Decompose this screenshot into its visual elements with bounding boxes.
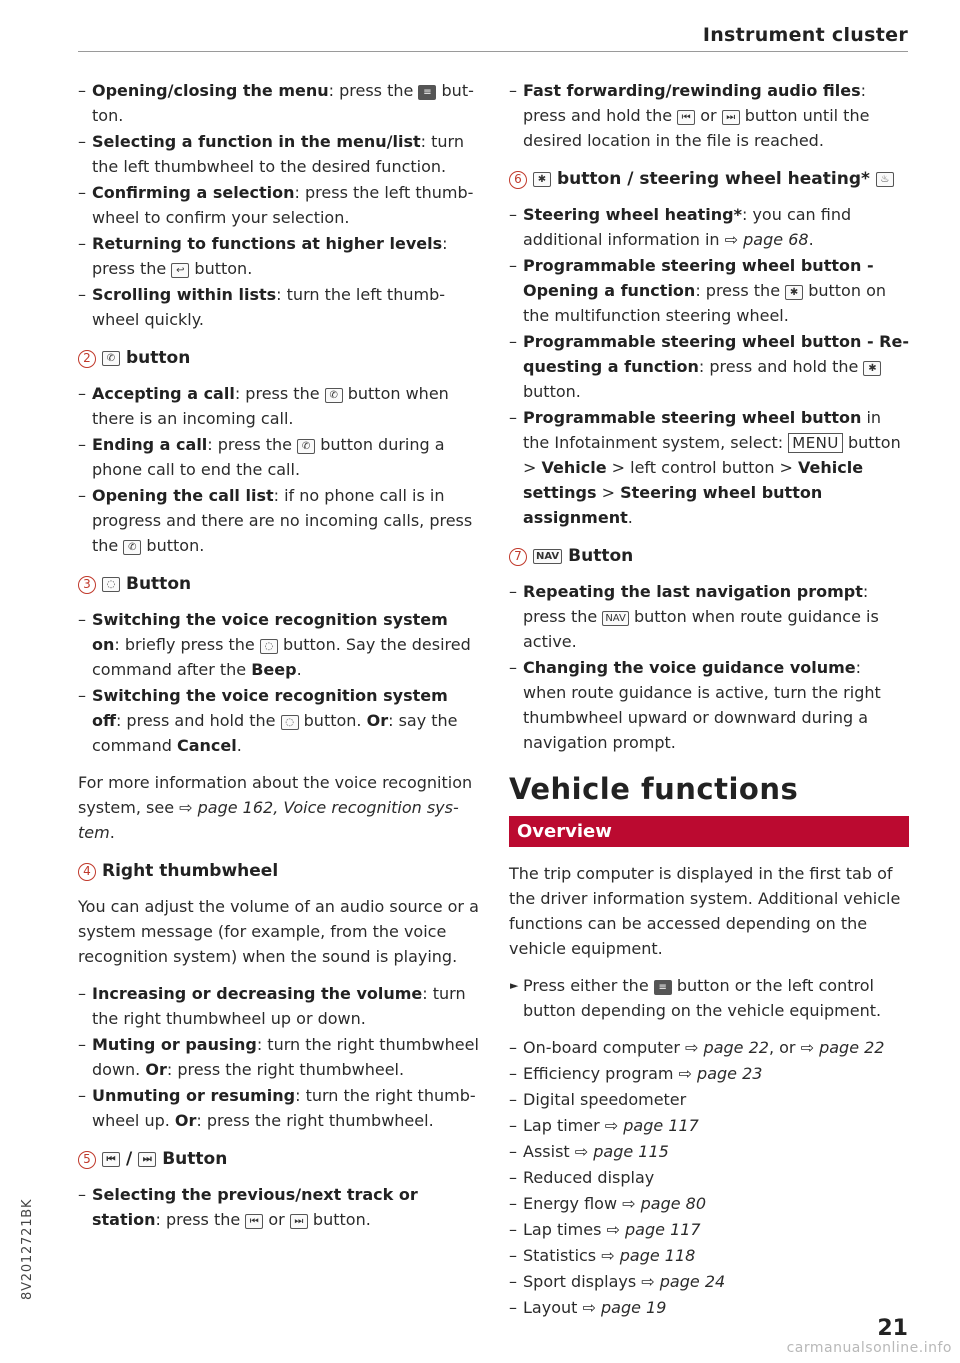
callout-number: 6 [509,171,527,189]
list-item: – Programmable steering wheel button - Opening a function: press the ✱ button on the multifunction steering wheel. [509,256,886,325]
nav-icon: NAV [533,549,562,564]
page-reference[interactable]: ⇨ page 19 [582,1298,667,1317]
menu-button-icon: ≡ [418,85,436,100]
paragraph: The trip computer is displayed in the first tab of the driver information system. Additional vehicle functions can be accessed depending on the vehicle equipment. [509,864,901,958]
next-icon: ⏭ [290,1214,308,1229]
list-item: – Statistics ⇨ page 118 [509,1246,696,1265]
callout-number: 2 [78,350,96,368]
instruction-step: ► Press either the ≡ button or the left control button depending on the vehicle equipment. [510,976,882,1020]
previous-icon: ⏮ [245,1214,263,1229]
phone-icon: ✆ [102,351,120,366]
list-item: – Programmable steering wheel button - Requesting a function: press and hold the ✱ button. [509,332,909,401]
callout-number: 3 [78,576,96,594]
list-item: – Accepting a call: press the ✆ button when there is an incoming call. [78,384,449,428]
next-icon: ⏭ [722,110,740,125]
watermark: carmanualsonline.info [786,1340,952,1356]
next-icon: ⏭ [138,1152,156,1167]
subheading-voice-button: 3 ◌ Button [78,572,480,597]
list-item: – Repeating the last navigation prompt: press the NAV button when route guidance is active. [509,582,879,651]
list-item: – Changing the voice guidance volume: when route guidance is active, turn the right thumbwheel upward or downward during a navigation prompt. [509,658,881,752]
list-item: – Sport displays ⇨ page 24 [509,1272,726,1291]
list-item: – Digital speedometer [509,1090,687,1109]
list-item: – Energy flow ⇨ page 80 [509,1194,707,1213]
phone-icon: ✆ [325,388,343,403]
list-item: – Lap timer ⇨ page 117 [509,1116,699,1135]
page-reference[interactable]: ⇨ page 162, Voice recognition system [78,798,459,842]
subheading-track-buttons: 5 ⏮ / ⏭ Button [78,1147,480,1172]
previous-icon: ⏮ [677,110,695,125]
list-item: – Confirming a selection: press the left thumbwheel to confirm your selection. [78,183,474,227]
list-item: – Steering wheel heating*: you can find additional information in ⇨ page 68. [509,205,852,249]
voice-icon: ◌ [260,639,278,654]
header-rule [78,51,908,52]
list-item: – Reduced display [509,1168,655,1187]
star-icon: ✱ [785,285,803,300]
left-column [78,78,480,1233]
list-item: – Layout ⇨ page 19 [509,1298,667,1317]
callout-number: 5 [78,1151,96,1169]
menu-button-icon: ≡ [654,980,672,995]
callout-number: 4 [78,863,96,881]
overview-heading: Overview [509,816,909,847]
list-item: – Unmuting or resuming: turn the right thumbwheel up. Or: press the right thumbwheel. [78,1086,476,1130]
subheading-phone-button: 2 ✆ button [78,346,480,371]
list-item: – Increasing or decreasing the volume: turn the right thumbwheel up or down. [78,984,466,1028]
page-reference[interactable]: ⇨ page 80 [622,1194,707,1213]
document-code: 8V2012721BK [20,1198,35,1300]
section-title: Vehicle functions [509,772,799,806]
page-reference[interactable]: ⇨ page 22 [800,1038,885,1057]
list-item: – Selecting a function in the menu/list: turn the left thumbwheel to the desired function. [78,132,464,176]
page-number: 21 [877,1316,908,1341]
callout-number: 7 [509,548,527,566]
list-item: – Opening/closing the menu: press the ≡ button. [78,81,474,125]
list-item: – Programmable steering wheel button in the Infotainment system, select: MENU button > Vehicle > left control button > Vehicle settings > Steering wheel button assignment. [509,408,901,527]
page-reference[interactable]: ⇨ page 22 [685,1038,769,1057]
voice-icon: ◌ [102,577,120,592]
list-item: – Muting or pausing: turn the right thumbwheel down. Or: press the right thumbwheel. [78,1035,479,1079]
list-item: – Scrolling within lists: turn the left thumbwheel quickly. [78,285,446,329]
list-item: – Assist ⇨ page 115 [509,1142,669,1161]
list-item: – Opening the call list: if no phone call is in progress and there are no incoming calls, press the ✆ button. [78,486,473,555]
list-item: – Switching the voice recognition system off: press and hold the ◌ button. Or: say the command Cancel. [78,686,458,755]
star-icon: ✱ [533,172,551,187]
list-item: – Lap times ⇨ page 117 [509,1220,701,1239]
subheading-star-button: 6 ✱ button / steering wheel heating* ♨ [509,167,909,192]
page-header-title: Instrument cluster [702,24,908,46]
paragraph: For more information about the voice recognition system, see ⇨ page 162, Voice recognition system. [78,773,473,842]
phone-icon: ✆ [297,439,315,454]
list-item: – On-board computer ⇨ page 22, or ⇨ page 22 [509,1038,885,1057]
nav-icon: NAV [602,611,629,626]
list-item: – Efficiency program ⇨ page 23 [509,1064,763,1083]
page-reference[interactable]: ⇨ page 115 [574,1142,669,1161]
list-item: – Selecting the previous/next track or station: press the ⏮ or ⏭ button. [78,1185,418,1229]
subheading-right-thumbwheel: 4 Right thumbwheel [78,859,480,884]
star-icon: ✱ [863,361,881,376]
page-reference[interactable]: ⇨ page 117 [606,1220,701,1239]
menu-key: MENU [788,433,843,453]
page-reference[interactable]: ⇨ page 68 [724,230,809,249]
steering-heat-icon: ♨ [876,172,894,187]
function-list [509,1035,909,1320]
page-reference[interactable]: ⇨ page 117 [604,1116,699,1135]
paragraph: You can adjust the volume of an audio source or a system message (for example, from the voice recognition system) when the sound is playing. [78,897,479,966]
list-item: – Switching the voice recognition system on: briefly press the ◌ button. Say the desired command after the Beep. [78,610,471,679]
list-item: – Fast forwarding/rewinding audio files: press and hold the ⏮ or ⏭ button until the desired location in the file is reached. [509,81,870,150]
list-item: – Ending a call: press the ✆ button during a phone call to end the call. [78,435,445,479]
previous-icon: ⏮ [102,1152,120,1167]
subheading-nav-button: 7 NAV Button [509,544,909,569]
right-column [509,78,909,1321]
voice-icon: ◌ [281,715,299,730]
list-item: – Returning to functions at higher levels: press the ↩ button. [78,234,448,278]
phone-icon: ✆ [123,540,141,555]
page-reference[interactable]: ⇨ page 23 [678,1064,763,1083]
back-button-icon: ↩ [171,263,189,278]
page-reference[interactable]: ⇨ page 24 [641,1272,726,1291]
page-reference[interactable]: ⇨ page 118 [601,1246,696,1265]
